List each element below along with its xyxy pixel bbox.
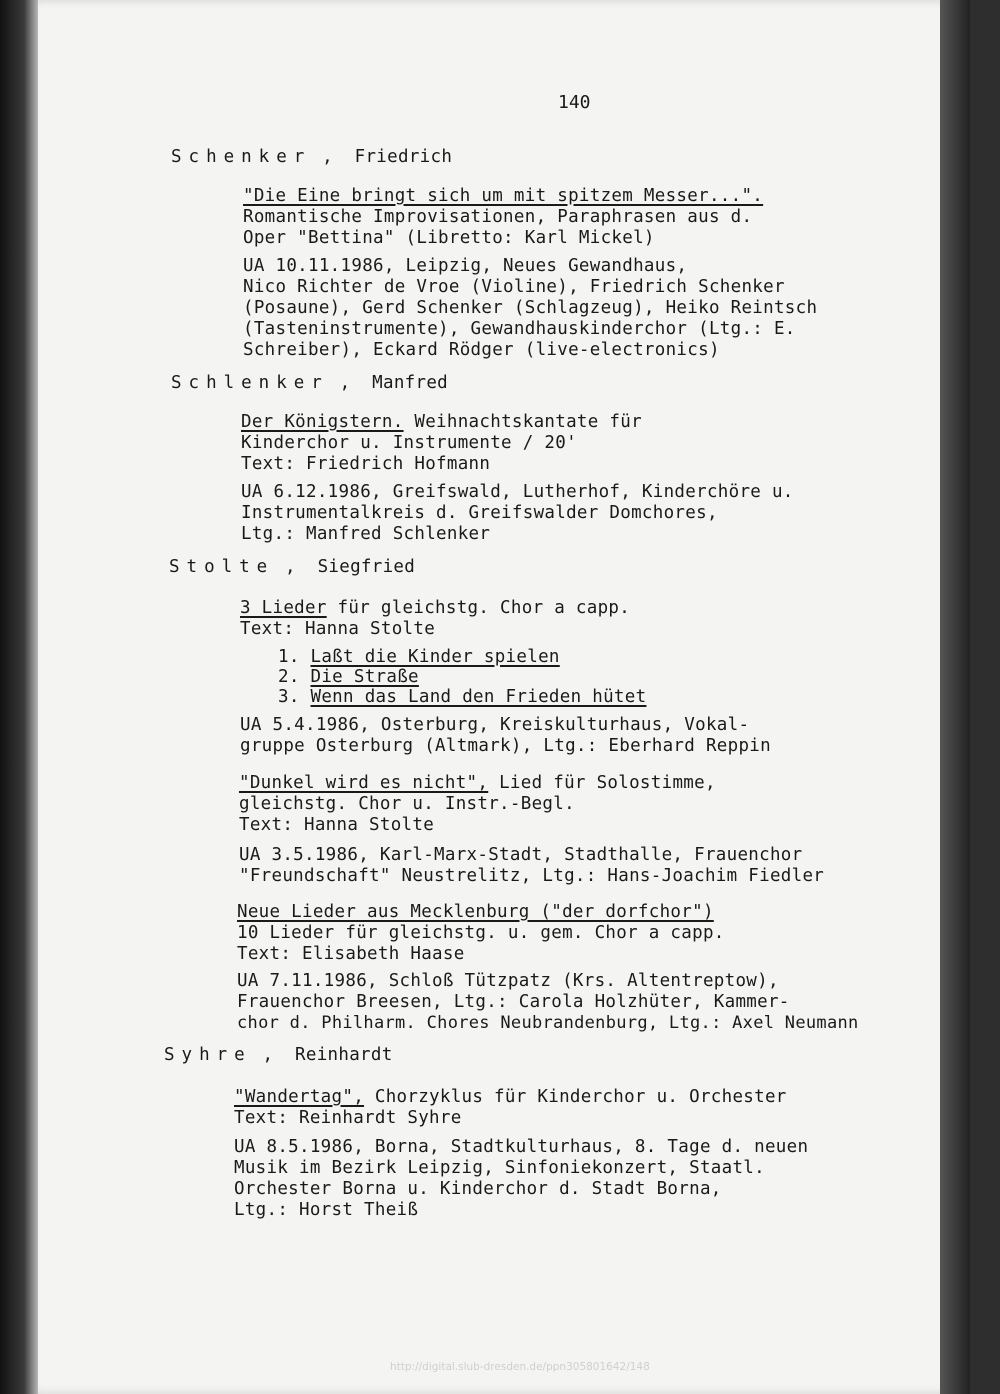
- premiere-info: (Tasteninstrumente), Gewandhauskinderchor (Ltg.: E.: [243, 319, 796, 339]
- work-title-line: 3 Lieder für gleichstg. Chor a capp.: [240, 598, 631, 618]
- premiere-info: Ltg.: Horst Theiß: [234, 1200, 419, 1220]
- premiere-info: UA 10.11.1986, Leipzig, Neues Gewandhaus,: [243, 256, 688, 276]
- work-title-line: "Wandertag", Chorzyklus für Kinderchor u. Orchester: [234, 1087, 787, 1107]
- document-page: [38, 0, 970, 1394]
- work-title-line: Der Königstern. Weihnachtskantate für: [241, 412, 642, 432]
- work-title: Neue Lieder aus Mecklenburg ("der dorfchor"): [237, 902, 714, 922]
- book-gutter: [0, 0, 40, 1394]
- work-desc: Oper "Bettina" (Libretto: Karl Mickel): [243, 228, 655, 248]
- work-title-line: "Dunkel wird es nicht", Lied für Solostimme,: [239, 773, 716, 793]
- premiere-info: Instrumentalkreis d. Greifswalder Domchores,: [241, 503, 718, 523]
- song-list-item: 1. Laßt die Kinder spielen: [278, 647, 560, 667]
- source-url: http://digital.slub-dresden.de/ppn305801642/148: [390, 1361, 650, 1373]
- work-desc: Text: Hanna Stolte: [240, 619, 436, 639]
- premiere-info: Ltg.: Manfred Schlenker: [241, 524, 491, 544]
- premiere-info: UA 7.11.1986, Schloß Tützpatz (Krs. Altentreptow),: [237, 971, 779, 991]
- premiere-info: "Freundschaft" Neustrelitz, Ltg.: Hans-Joachim Fiedler: [239, 866, 825, 886]
- work-desc: Kinderchor u. Instrumente / 20': [241, 433, 577, 453]
- premiere-info: Orchester Borna u. Kinderchor d. Stadt Borna,: [234, 1179, 722, 1199]
- work-desc: Romantische Improvisationen, Paraphrasen aus d.: [243, 207, 753, 227]
- premiere-info: gruppe Osterburg (Altmark), Ltg.: Eberhard Reppin: [240, 736, 771, 756]
- page-edge: [940, 0, 970, 1394]
- composer-heading: Syhre , Reinhardt: [164, 1045, 393, 1065]
- premiere-info: UA 3.5.1986, Karl-Marx-Stadt, Stadthalle, Frauenchor: [239, 845, 803, 865]
- premiere-info: Frauenchor Breesen, Ltg.: Carola Holzhüter, Kammer-: [237, 992, 790, 1012]
- work-desc: gleichstg. Chor u. Instr.-Begl.: [239, 794, 575, 814]
- work-desc: Text: Hanna Stolte: [239, 815, 435, 835]
- premiere-info: UA 6.12.1986, Greifswald, Lutherhof, Kinderchöre u.: [241, 482, 794, 502]
- premiere-info: chor d. Philharm. Chores Neubrandenburg, Ltg.: Axel Neumann: [237, 1013, 859, 1033]
- work-desc: Text: Friedrich Hofmann: [241, 454, 491, 474]
- premiere-info: (Posaune), Gerd Schenker (Schlagzeug), Heiko Reintsch: [243, 298, 818, 318]
- premiere-info: Musik im Bezirk Leipzig, Sinfoniekonzert, Staatl.: [234, 1158, 765, 1178]
- premiere-info: Schreiber), Eckard Rödger (live-electronics): [243, 340, 720, 360]
- composer-heading: Schenker , Friedrich: [171, 147, 453, 167]
- composer-heading: Schlenker , Manfred: [171, 373, 449, 393]
- premiere-info: UA 5.4.1986, Osterburg, Kreiskulturhaus, Vokal-: [240, 715, 750, 735]
- song-list-item: 3. Wenn das Land den Frieden hütet: [278, 687, 647, 707]
- premiere-info: UA 8.5.1986, Borna, Stadtkulturhaus, 8. Tage d. neuen: [234, 1137, 809, 1157]
- work-title: "Die Eine bringt sich um mit spitzem Messer...".: [243, 186, 764, 206]
- song-list-item: 2. Die Straße: [278, 667, 419, 687]
- work-desc: Text: Reinhardt Syhre: [234, 1108, 462, 1128]
- work-desc: 10 Lieder für gleichstg. u. gem. Chor a capp.: [237, 923, 725, 943]
- work-desc: Text: Elisabeth Haase: [237, 944, 465, 964]
- page-number: 140: [558, 92, 591, 113]
- premiere-info: Nico Richter de Vroe (Violine), Friedrich Schenker: [243, 277, 785, 297]
- composer-heading: Stolte , Siegfried: [169, 557, 416, 577]
